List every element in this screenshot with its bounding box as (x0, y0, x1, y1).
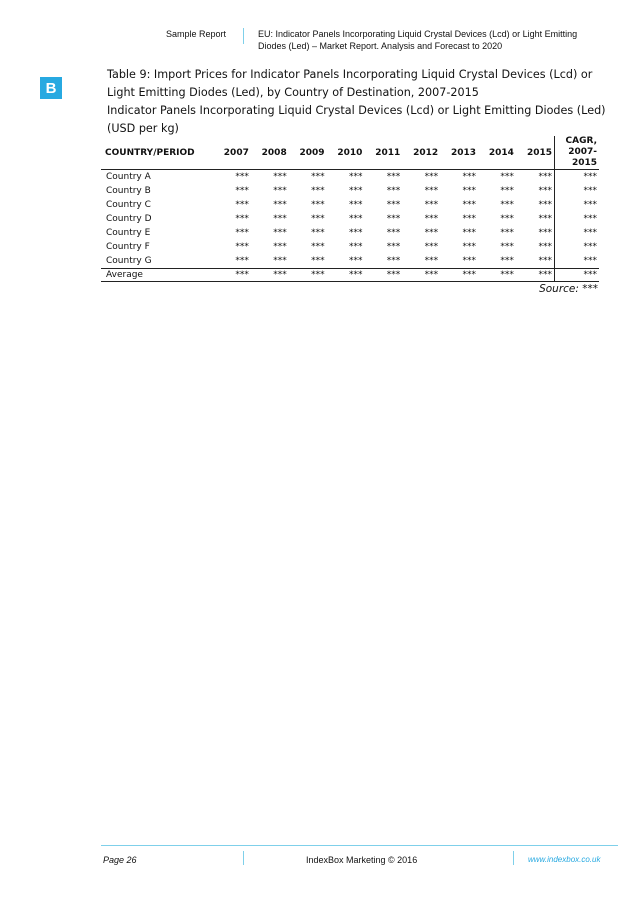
table-cell: *** (462, 228, 477, 238)
table-cell: *** (311, 228, 325, 238)
table-cell: *** (386, 186, 401, 196)
table-cell: *** (538, 228, 552, 238)
table-cell: *** (235, 172, 249, 182)
table-cell: *** (311, 200, 325, 210)
caption-line-1: Table 9: Import Prices for Indicator Panels Incorporating Liquid Crystal Devices (Lcd) or (107, 68, 593, 81)
table-row (101, 212, 599, 226)
table-cell: *** (364, 269, 402, 282)
table-cell: *** (500, 228, 514, 238)
table-cell: *** (555, 198, 600, 212)
column-header: 2010 (327, 136, 365, 170)
header-report-title: EU: Indicator Panels Incorporating Liquid Crystal Devices (Lcd) or Light Emitting Diodes (Led) – Market Report. Analysis and Forecast to 2020 (258, 29, 578, 51)
table-cell: *** (386, 228, 401, 238)
table-cell: *** (555, 184, 600, 198)
table-cell: *** (273, 228, 287, 238)
table-cell: *** (500, 186, 514, 196)
column-header: COUNTRY/PERIOD (101, 136, 213, 170)
table-row (101, 184, 599, 198)
table-cell: *** (348, 242, 363, 252)
table-cell: *** (538, 214, 552, 224)
row-label: Average (101, 269, 213, 282)
table-cell: *** (424, 200, 439, 210)
table-average-row (101, 269, 599, 282)
footer-page-number: Page 26 (103, 855, 137, 865)
column-header: 2015 (516, 136, 555, 170)
table-cell: *** (424, 186, 439, 196)
table-cell: *** (462, 172, 477, 182)
table-cell: *** (538, 256, 552, 266)
table-cell: *** (235, 186, 249, 196)
table-cell: *** (311, 186, 325, 196)
table-cell: *** (440, 269, 478, 282)
table-cell: *** (555, 226, 600, 240)
table-cell: *** (273, 214, 287, 224)
column-header: 2012 (402, 136, 440, 170)
column-header: 2008 (251, 136, 289, 170)
table-cell: *** (386, 242, 401, 252)
column-header: 2007 (213, 136, 251, 170)
table-cell: *** (235, 228, 249, 238)
table-cell: *** (235, 256, 249, 266)
table-caption (107, 66, 607, 138)
table-cell: *** (424, 242, 439, 252)
table-cell: *** (311, 172, 325, 182)
table-cell: *** (516, 269, 555, 282)
row-label: Country D (106, 214, 152, 224)
table-cell: *** (327, 269, 365, 282)
table-cell: *** (348, 214, 363, 224)
table-cell: *** (462, 242, 477, 252)
footer-copyright: IndexBox Marketing © 2016 (306, 855, 418, 865)
table-cell: *** (273, 172, 287, 182)
caption-line-4: (USD per kg) (107, 122, 179, 135)
table-cell: *** (538, 242, 552, 252)
table-header-row (101, 136, 599, 170)
table-cell: *** (555, 254, 600, 269)
table-cell: *** (478, 269, 516, 282)
table-cell: *** (500, 172, 514, 182)
table-cell: *** (289, 269, 327, 282)
column-header: 2009 (289, 136, 327, 170)
table-cell: *** (311, 214, 325, 224)
table-cell: *** (273, 200, 287, 210)
table-cell: *** (402, 269, 440, 282)
footer-divider (513, 851, 514, 865)
table-cell: *** (538, 200, 552, 210)
table-row (101, 240, 599, 254)
table-cell: *** (555, 269, 600, 282)
row-label: Country E (106, 228, 151, 238)
table-cell: *** (348, 186, 363, 196)
footer-divider (243, 851, 244, 865)
table-cell: *** (386, 256, 401, 266)
column-header: 2011 (364, 136, 402, 170)
table-cell: *** (348, 172, 363, 182)
row-label: Country C (106, 200, 151, 210)
table-cell: *** (235, 200, 249, 210)
table-cell: *** (555, 240, 600, 254)
table-cell: *** (462, 200, 477, 210)
table-cell: *** (273, 256, 287, 266)
table-cell: *** (386, 200, 401, 210)
table-cell: *** (462, 186, 477, 196)
table-cell: *** (538, 172, 552, 182)
table-cell: *** (273, 242, 287, 252)
table-cell: *** (386, 172, 401, 182)
caption-line-2: Light Emitting Diodes (Led), by Country of Destination, 2007-2015 (107, 86, 479, 99)
table-row (101, 198, 599, 212)
table-cell: *** (348, 200, 363, 210)
source-note: Source: *** (539, 283, 598, 295)
table-row (101, 254, 599, 269)
table-cell: *** (235, 242, 249, 252)
row-label: Country G (106, 256, 152, 266)
import-prices-table (101, 136, 599, 282)
column-header: 2013 (440, 136, 478, 170)
header-report-type: Sample Report (166, 29, 227, 39)
caption-line-3: Indicator Panels Incorporating Liquid Crystal Devices (Lcd) or Light Emitting Diodes (Led) (107, 104, 606, 117)
table-cell: *** (538, 186, 552, 196)
table-cell: *** (500, 200, 514, 210)
table-cell: *** (462, 214, 477, 224)
table-row (101, 170, 599, 185)
table-cell: *** (235, 214, 249, 224)
table-cell: *** (348, 256, 363, 266)
section-badge: B (40, 77, 62, 99)
table-cell: *** (213, 269, 251, 282)
table-cell: *** (251, 269, 289, 282)
table-cell: *** (386, 214, 401, 224)
footer-website-link[interactable]: www.indexbox.co.uk (528, 855, 601, 864)
table-cell: *** (273, 186, 287, 196)
table-cell: *** (555, 212, 600, 226)
table-cell: *** (424, 214, 439, 224)
table-cell: *** (462, 256, 477, 266)
table-cell: *** (424, 228, 439, 238)
column-header-cagr: CAGR, 2007-2015 (555, 136, 600, 170)
table-cell: *** (500, 242, 514, 252)
table-cell: *** (424, 256, 439, 266)
header-divider (243, 28, 244, 44)
table-cell: *** (311, 242, 325, 252)
table-row (101, 226, 599, 240)
row-label: Country F (106, 242, 150, 252)
footer-rule (101, 845, 618, 846)
table-cell: *** (555, 170, 600, 185)
table-cell: *** (424, 172, 439, 182)
column-header: 2014 (478, 136, 516, 170)
row-label: Country B (106, 186, 151, 196)
table-cell: *** (500, 214, 514, 224)
table-cell: *** (348, 228, 363, 238)
table-cell: *** (311, 256, 325, 266)
row-label: Country A (106, 172, 151, 182)
table-cell: *** (500, 256, 514, 266)
